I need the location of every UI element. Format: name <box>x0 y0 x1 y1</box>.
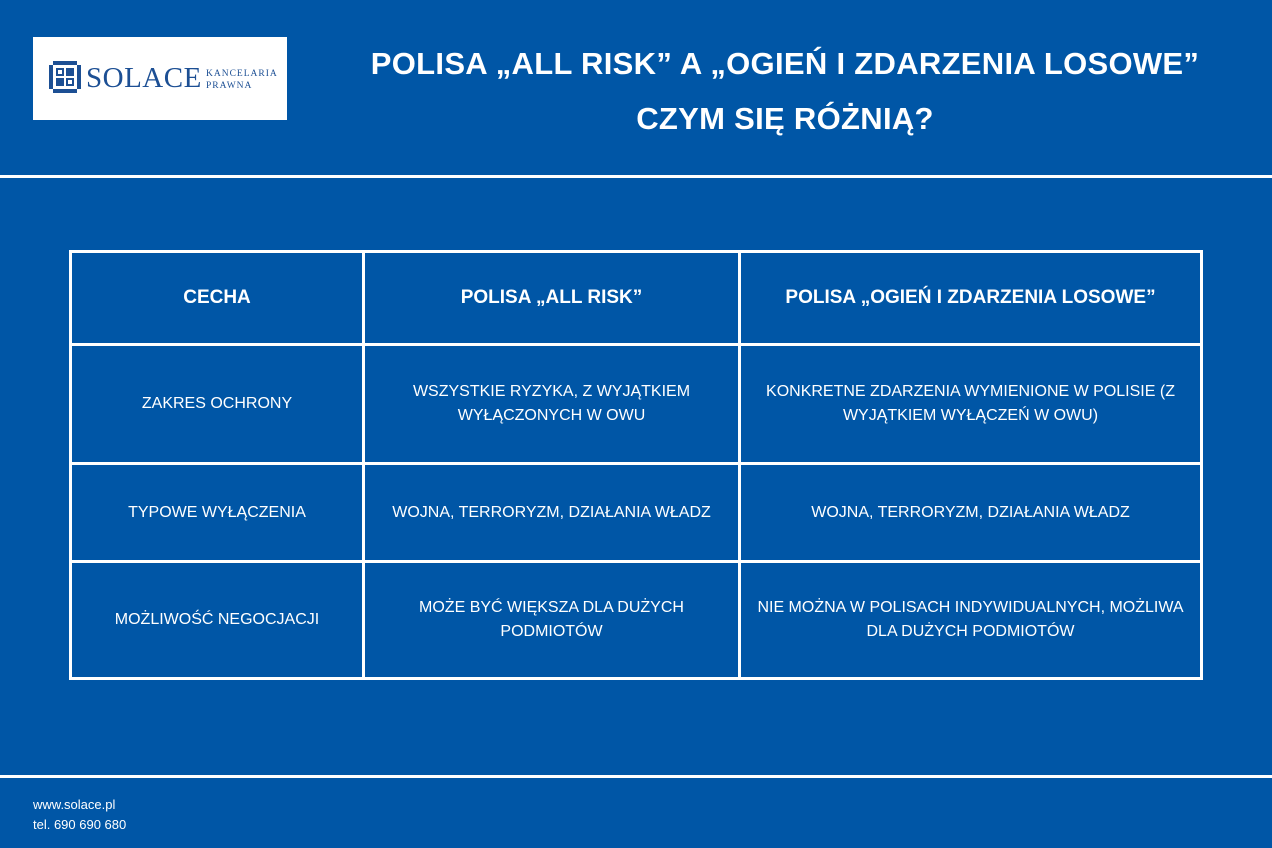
logo-name: SOLACE <box>86 62 202 94</box>
cell-fire-negotiation: NIE MOŻNA W POLISACH INDYWIDUALNYCH, MOŻLIWA DLA DUŻYCH PODMIOTÓW <box>740 562 1202 679</box>
cell-fire-scope: KONKRETNE ZDARZENIA WYMIENIONE W POLISIE (Z WYJĄTKIEM WYŁĄCZEŃ W OWU) <box>740 345 1202 464</box>
logo-subtitle-line2: PRAWNA <box>206 81 253 91</box>
cell-all-risk-scope: WSZYSTKIE RYZYKA, Z WYJĄTKIEM WYŁĄCZONYCH W OWU <box>364 345 740 464</box>
phone-number: tel. 690 690 680 <box>33 817 127 832</box>
footer-contact <box>33 795 126 835</box>
header-feature: CECHA <box>71 252 364 345</box>
logo-subtitle-line1: KANCELARIA <box>206 69 278 79</box>
top-divider <box>0 175 1272 178</box>
header-fire-random-events: POLISA „OGIEŃ I ZDARZENIA LOSOWE” <box>740 252 1202 345</box>
bottom-divider <box>0 775 1272 778</box>
page-title <box>330 36 1240 146</box>
row-label-scope: ZAKRES OCHRONY <box>71 345 364 464</box>
comparison-table <box>69 250 1203 680</box>
table-row <box>71 562 1202 679</box>
page-title-line2: CZYM SIĘ RÓŻNIĄ? <box>636 101 934 136</box>
cell-fire-exclusions: WOJNA, TERRORYZM, DZIAŁANIA WŁADZ <box>740 464 1202 562</box>
table-row <box>71 464 1202 562</box>
page-title-line1: POLISA „ALL RISK” A „OGIEŃ I ZDARZENIA LOSOWE” <box>370 46 1200 81</box>
solace-logo-icon <box>49 61 81 93</box>
cell-all-risk-negotiation: MOŻE BYĆ WIĘKSZA DLA DUŻYCH PODMIOTÓW <box>364 562 740 679</box>
logo-subtitle <box>206 68 278 92</box>
website-link[interactable]: www.solace.pl <box>33 797 116 812</box>
table-row <box>71 345 1202 464</box>
table-header-row <box>71 252 1202 345</box>
cell-all-risk-exclusions: WOJNA, TERRORYZM, DZIAŁANIA WŁADZ <box>364 464 740 562</box>
header-all-risk: POLISA „ALL RISK” <box>364 252 740 345</box>
row-label-exclusions: TYPOWE WYŁĄCZENIA <box>71 464 364 562</box>
logo <box>33 37 287 120</box>
row-label-negotiation: MOŻLIWOŚĆ NEGOCJACJI <box>71 562 364 679</box>
